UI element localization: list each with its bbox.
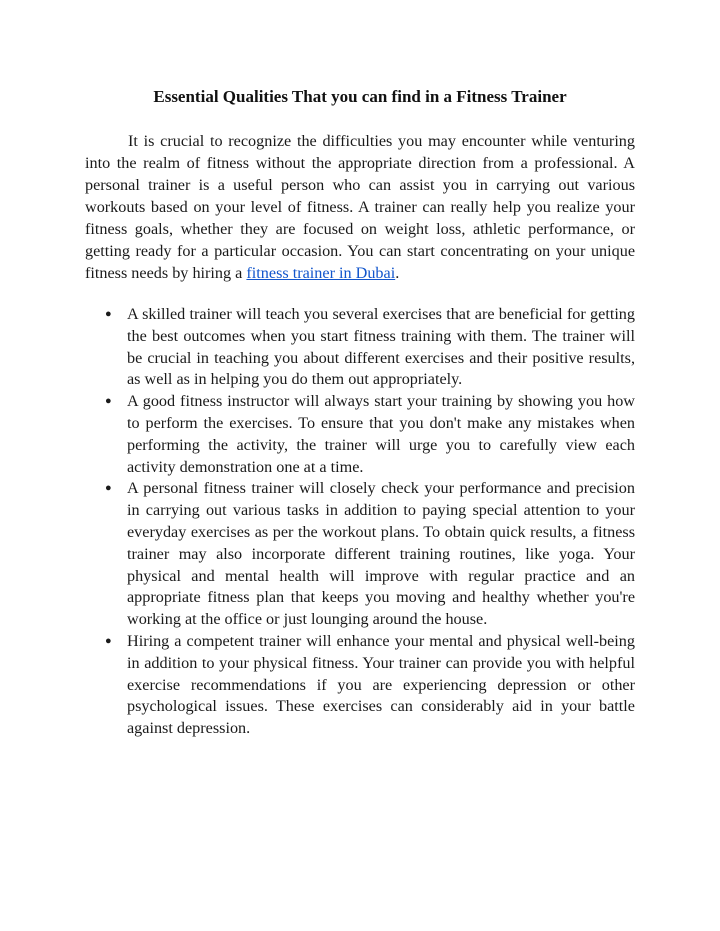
list-item-text: A good fitness instructor will always start your training by showing you how to perform the exercises. To ensure that you don't make any mistakes when performing the activity, the trainer will urge you to carefully view each activity demonstration one at a time. [127, 392, 635, 476]
document-title: Essential Qualities That you can find in a Fitness Trainer [153, 87, 567, 106]
list-item [85, 391, 635, 478]
intro-text: It is crucial to recognize the difficulties you may encounter while venturing into the realm of fitness without the appropriate direction from a professional. A personal trainer is a useful person who can assist you in carrying out various workouts based on your level of fitness. A trainer can really help you realize your fitness goals, whether they are focused on weight loss, athletic performance, or getting ready for a particular occasion. You can start concentrating on your unique fitness needs by hiring a [85, 132, 635, 282]
fitness-trainer-link[interactable]: fitness trainer in Dubai [246, 264, 396, 282]
list-item-text: A skilled trainer will teach you several exercises that are beneficial for getting the best outcomes when you start fitness training with them. The trainer will be crucial in teaching you about different exercises and their positive results, as well as in helping you do them out appropriately. [127, 305, 635, 389]
list-item [85, 631, 635, 740]
bullet-icon: ● [105, 308, 112, 320]
bullet-list [85, 304, 635, 740]
intro-text-end: . [395, 264, 400, 282]
list-item [85, 478, 635, 631]
list-item-text: Hiring a competent trainer will enhance your mental and physical well-being in addition to your physical fitness. Your trainer can provide you with helpful exercise recommendations if you are experiencing depression or other psychological issues. These exercises can considerably aid in your battle against depression. [127, 631, 635, 738]
bullet-icon: ● [105, 634, 112, 647]
list-item-text: A personal fitness trainer will closely check your performance and precision in carrying out various tasks in addition to paying special attention to your everyday exercises as per the workout plans. To obtain quick results, a fitness trainer may also incorporate different training routines, like yoga. Your physical and mental health will improve with regular practice and an appropriate fitness plan that keeps you moving and healthy whether you're working at the office or just lounging around the house. [127, 479, 635, 629]
list-item [85, 304, 635, 391]
bullet-icon: ● [105, 482, 112, 495]
intro-paragraph [85, 130, 635, 284]
bullet-icon: ● [105, 395, 112, 408]
